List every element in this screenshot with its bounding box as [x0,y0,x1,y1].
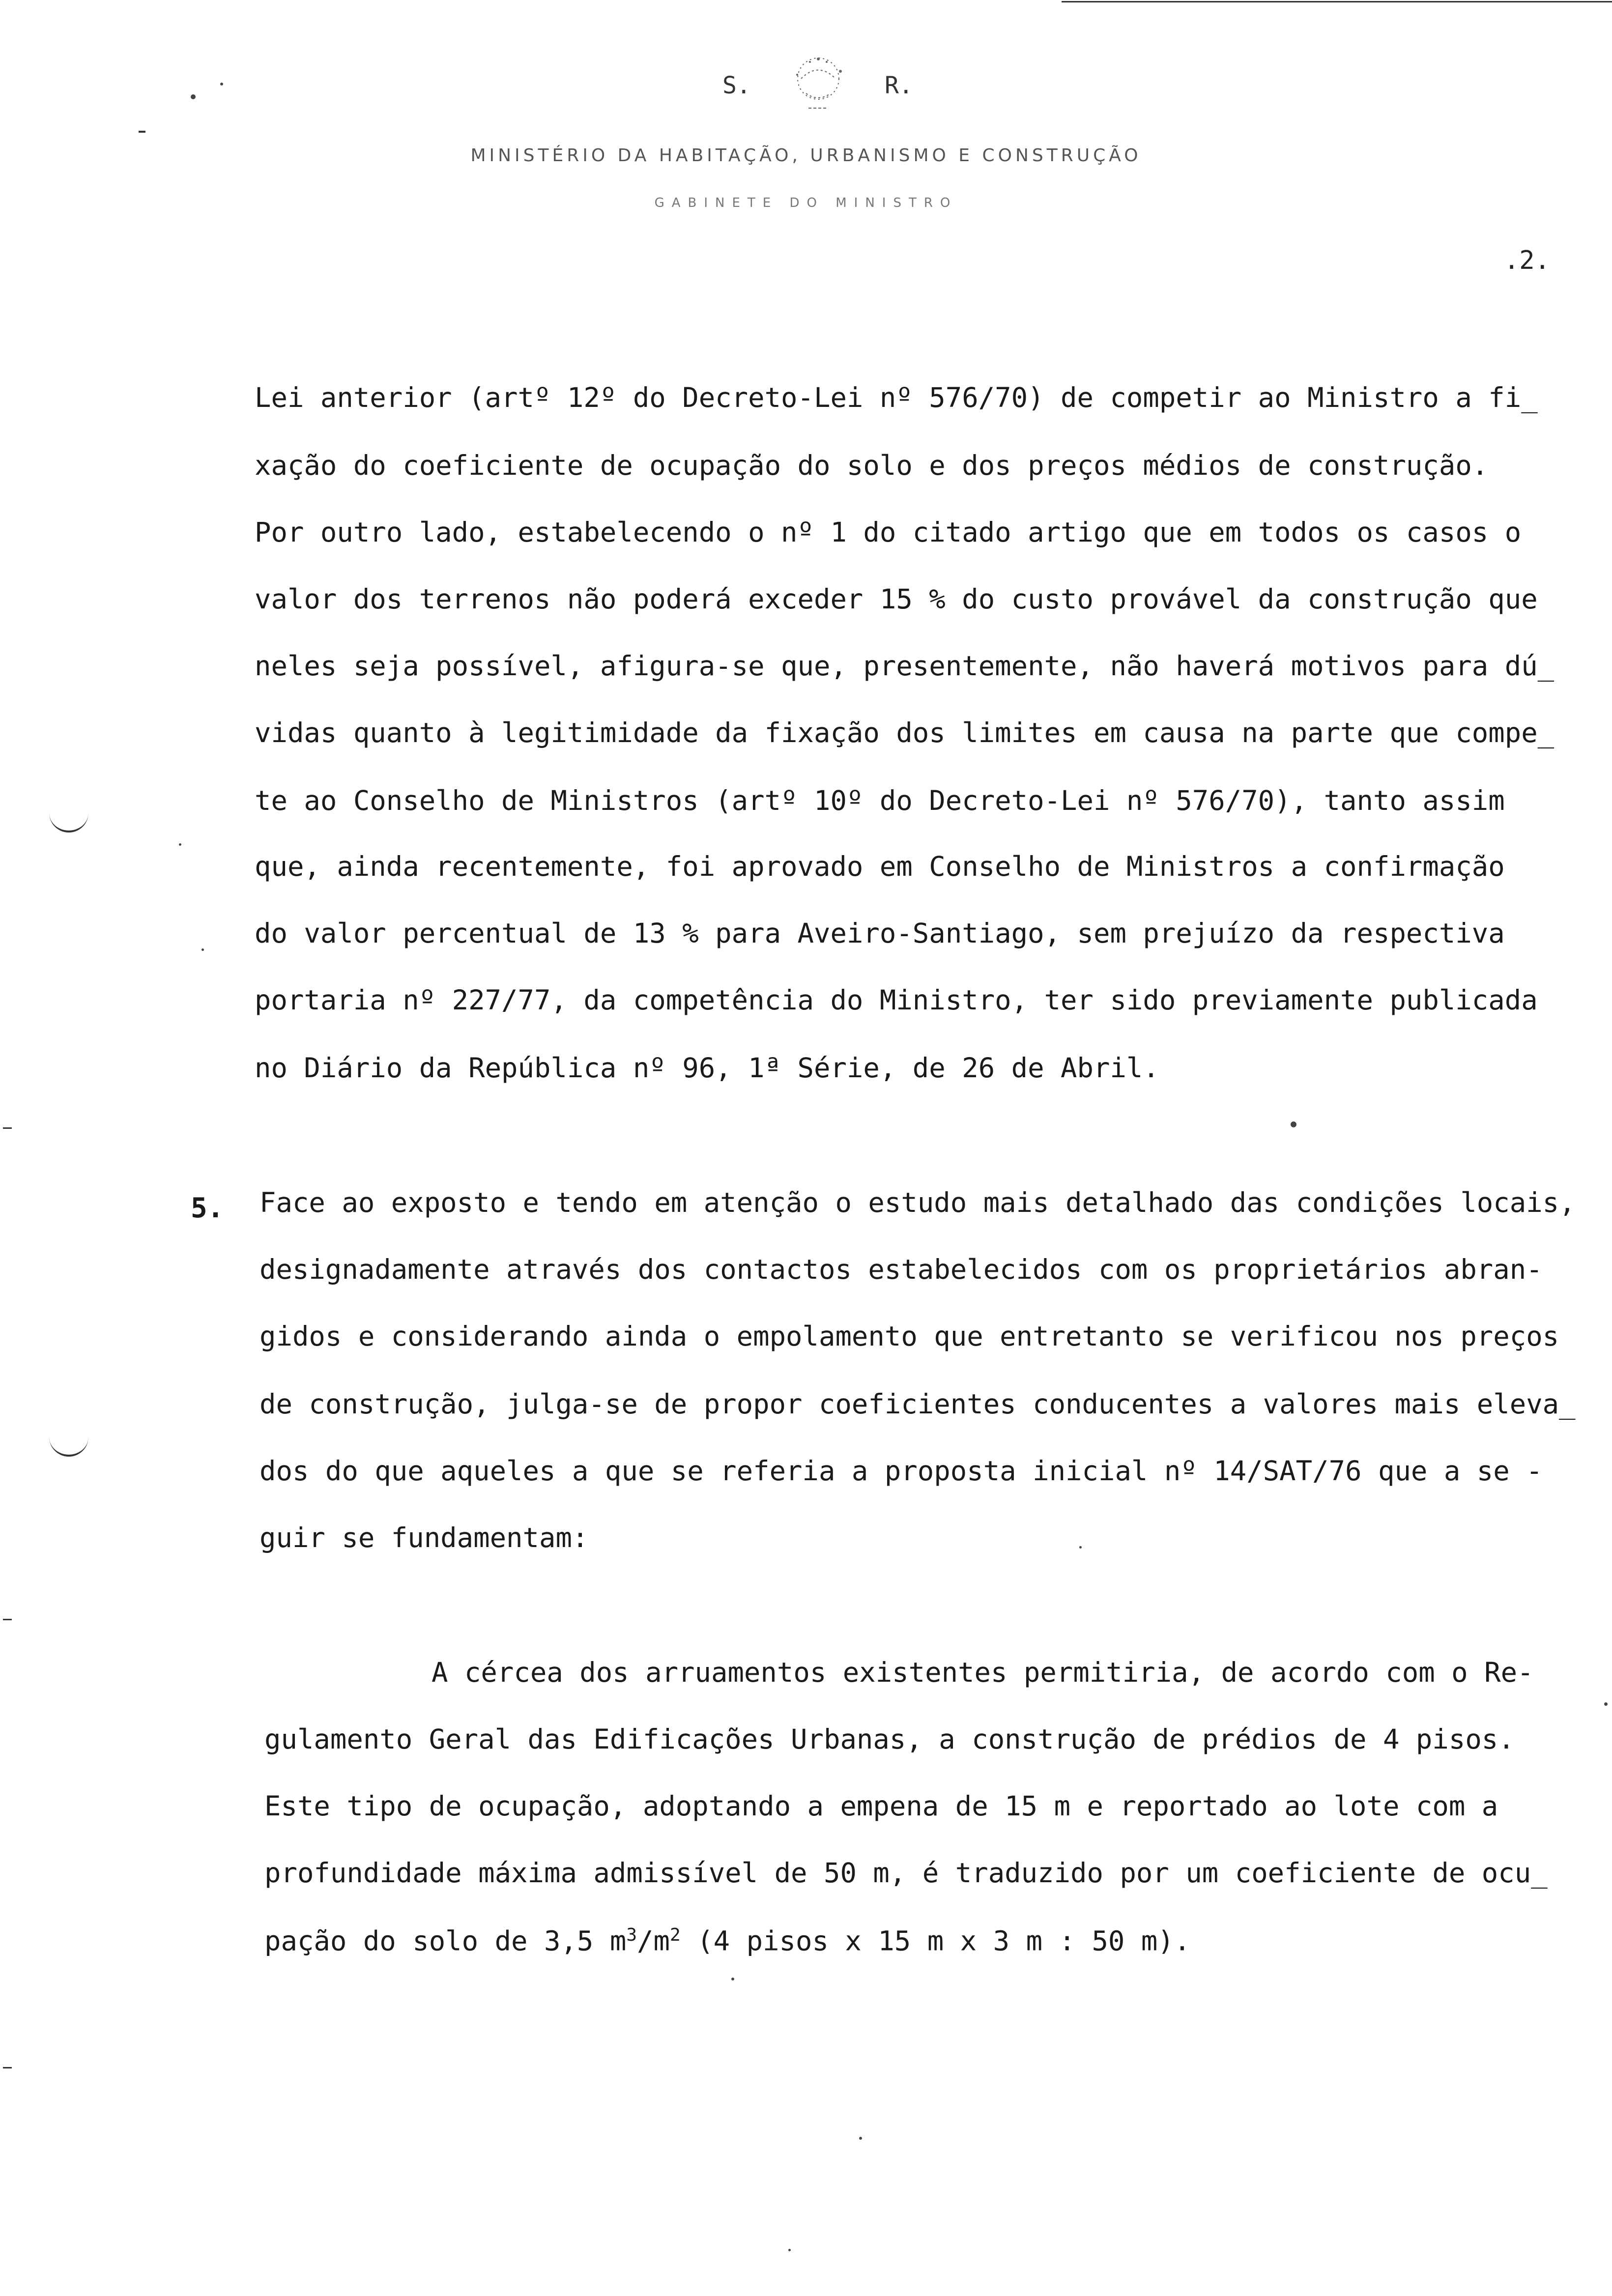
sub-line: Este tipo de ocupação, adoptando a empena de 15 m e reportado ao lote com a [264,1790,1498,1822]
body-line: valor dos terrenos não poderá exceder 15 % do custo provável da construção que [255,583,1538,615]
scan-speck [1079,1546,1082,1549]
scan-speck [731,1978,734,1980]
body-line: Lei anterior (artº 12º do Decreto-Lei nº 576/70) de competir ao Ministro a fi_ [255,382,1538,414]
section-line: dos do que aqueles a que se referia a proposta inicial nº 14/SAT/76 que a se - [259,1455,1543,1487]
margin-mark [3,1619,12,1620]
seal-letter-s: S. [722,72,751,99]
top-edge-rule [1062,1,1612,2]
scan-speck [1604,1702,1608,1706]
body-line: Por outro lado, estabelecendo o nº 1 do citado artigo que em todos os casos o [255,517,1522,548]
sub-line [264,1926,1190,1955]
section-line: de construção, julga-se de propor coeficientes conducentes a valores mais eleva_ [259,1388,1576,1420]
scan-speck [859,2137,862,2140]
sub-line-end: (4 pisos x 15 m x 3 m : 50 m). [680,1925,1191,1957]
section-line: gidos e considerando ainda o empolamento que entretanto se verificou nos preços [259,1320,1559,1352]
margin-mark [3,1127,12,1129]
scan-speck [220,83,223,86]
superscript-three: 3 [626,1925,637,1945]
body-line: te ao Conselho de Ministros (artº 10º do Decreto-Lei nº 576/70), tanto assim [255,785,1505,817]
seal-letter-r: R. [885,72,913,99]
sub-line: profundidade máxima admissível de 50 m, é traduzido por um coeficiente de ocu_ [264,1857,1548,1889]
sub-line: gulamento Geral das Edificações Urbanas, a construção de prédios de 4 pisos. [264,1723,1515,1755]
body-line: vidas quanto à legitimidade da fixação dos limites em causa na parte que compe_ [255,717,1554,749]
body-line: xação do coeficiente de ocupação do solo e dos preços médios de construção. [255,450,1489,482]
body-line: neles seja possível, afigura-se que, presentemente, não haverá motivos para dú_ [255,650,1554,682]
body-line: portaria nº 227/77, da competência do Ministro, ter sido previamente publicada [255,984,1538,1016]
margin-mark [3,2067,12,2068]
scan-speck [191,94,196,99]
section-line: guir se fundamentam: [259,1522,589,1554]
section-number: 5. [191,1192,224,1224]
punch-hole-mark [49,811,88,832]
punch-hole-mark [49,1435,88,1457]
republic-seal-icon [767,44,870,128]
superscript-two: 2 [670,1925,681,1945]
cabinet-heading: GABINETE DO MINISTRO [654,196,958,210]
body-line: do valor percentual de 13 % para Aveiro-Santiago, sem prejuízo da respectiva [255,918,1505,949]
sub-line: A cércea dos arruamentos existentes permitiria, de acordo com o Re- [432,1657,1534,1689]
scan-speck [179,843,181,846]
margin-mark [139,131,145,133]
ministry-heading: MINISTÉRIO DA HABITAÇÃO, URBANISMO E CONSTRUÇÃO [470,145,1142,166]
scan-speck [202,948,204,951]
body-line: no Diário da República nº 96, 1ª Série, de 26 de Abril. [255,1052,1159,1084]
unit-slash: /m [637,1925,670,1957]
page-number: .2. [1504,246,1550,275]
body-line: que, ainda recentemente, foi aprovado em Conselho de Ministros a confirmação [255,851,1505,883]
section-line: Face ao exposto e tendo em atenção o estudo mais detalhado das condições locais, [259,1187,1576,1219]
sub-line-start: pação do solo de 3,5 m [264,1925,627,1957]
scan-speck [1291,1121,1296,1127]
scan-speck [788,2249,791,2251]
section-line: designadamente através dos contactos estabelecidos com os proprietários abran- [259,1254,1543,1286]
seal-header [708,69,953,118]
